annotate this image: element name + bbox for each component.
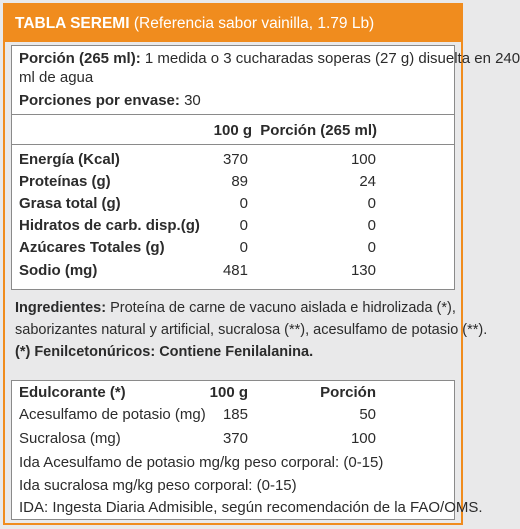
nutrition-label <box>3 3 520 525</box>
adi-acesulfame-note: Ida Acesulfamo de potasio mg/kg peso corporal: (0-15) <box>19 454 384 471</box>
serving-size-label: Porción (265 ml): <box>19 50 141 67</box>
sweeteners-col-portion: Porción <box>320 384 376 401</box>
row-value-100g: 89 <box>231 173 248 190</box>
ingredients-section <box>15 297 488 363</box>
row-value-portion: 100 <box>350 151 376 168</box>
row-label: Grasa total (g) <box>19 195 121 212</box>
serving-size-line1 <box>19 50 520 68</box>
row-label: Energía (Kcal) <box>19 151 120 168</box>
row-value-100g: 370 <box>222 151 248 168</box>
row-value-100g: 0 <box>239 217 248 234</box>
serving-size-text: 1 medida o 3 cucharadas soperas (27 g) disuelta en 240 <box>144 50 520 67</box>
ingredients-text-2: saborizantes natural y artificial, sucralosa (**), acesulfamo de potasio (**). <box>15 322 488 338</box>
col-header-100g: 100 g <box>213 122 252 139</box>
row-value-portion: 24 <box>359 173 376 190</box>
row-value-100g: 185 <box>222 406 248 423</box>
ingredients-label: Ingredientes: <box>15 300 107 316</box>
ingredients-text-1: Proteína de carne de vacuno aislada e hidrolizada (*), <box>110 300 456 316</box>
row-value-portion: 50 <box>359 406 376 423</box>
divider <box>12 114 454 115</box>
row-value-100g: 481 <box>222 262 248 279</box>
nutrition-table <box>11 45 520 290</box>
servings-per-container-label: Porciones por envase: <box>19 92 180 109</box>
ingredients-line1 <box>15 297 456 319</box>
row-label: Azúcares Totales (g) <box>19 239 165 256</box>
label-title: TABLA SEREMI <box>15 15 130 32</box>
row-value-100g: 370 <box>222 430 248 447</box>
row-label: Sucralosa (mg) <box>19 430 121 447</box>
adi-sucralose-note: Ida sucralosa mg/kg peso corporal: (0-15) <box>19 477 297 494</box>
sweeteners-col-100g: 100 g <box>209 384 248 401</box>
row-label: Hidratos de carb. disp.(g) <box>19 217 200 234</box>
row-value-portion: 0 <box>367 195 376 212</box>
servings-per-container-value: 30 <box>184 92 201 109</box>
row-value-portion: 0 <box>367 239 376 256</box>
row-value-100g: 0 <box>239 239 248 256</box>
sweeteners-header-label: Edulcorante (*) <box>19 384 126 401</box>
row-value-portion: 100 <box>350 430 376 447</box>
label-header <box>5 5 461 42</box>
servings-per-container <box>19 92 201 110</box>
adi-definition-note: IDA: Ingesta Diaria Admisible, según recomendación de la FAO/OMS. <box>19 499 483 516</box>
row-value-portion: 130 <box>350 262 376 279</box>
sweeteners-table <box>11 380 483 520</box>
phenylketonuric-warning: (*) Fenilcetonúricos: Contiene Fenilalanina. <box>15 344 314 360</box>
col-header-portion: Porción (265 ml) <box>260 122 377 139</box>
row-label: Acesulfamo de potasio (mg) <box>19 406 206 423</box>
row-label: Sodio (mg) <box>19 262 98 279</box>
divider <box>12 144 454 145</box>
serving-size-line2: ml de agua <box>19 69 94 86</box>
row-value-100g: 0 <box>239 195 248 212</box>
row-value-portion: 0 <box>367 217 376 234</box>
label-subtitle: (Referencia sabor vainilla, 1.79 Lb) <box>133 15 375 32</box>
row-label: Proteínas (g) <box>19 173 111 190</box>
